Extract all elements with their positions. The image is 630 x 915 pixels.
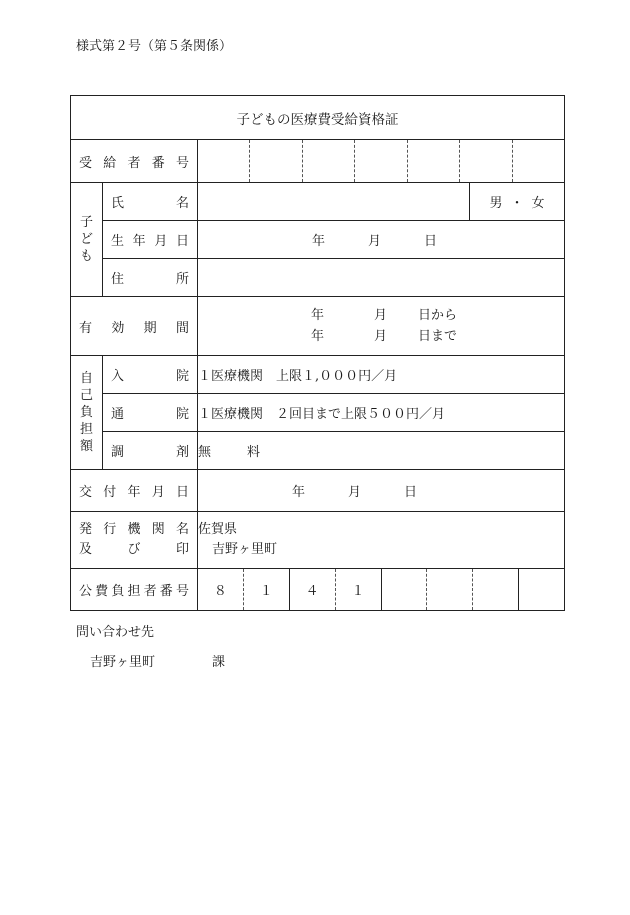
payer-digit: １ <box>243 569 289 610</box>
payer-digit: ８ <box>213 584 227 599</box>
payer-digit <box>518 569 564 610</box>
eligibility-certificate-table <box>70 95 565 611</box>
validity-to: 年 月 日まで <box>311 329 457 344</box>
contact-department: 課 <box>212 655 226 670</box>
recipient-digit <box>512 140 564 182</box>
issuer-label: 発 行 機 関 名 及 び 印 <box>71 512 198 569</box>
sex-female: 女 <box>531 196 545 211</box>
copayment-group-label: 自 己 負 担 額 <box>71 356 103 470</box>
recipient-digit <box>459 140 511 182</box>
payer-digit <box>381 569 427 610</box>
validity-period <box>198 297 565 356</box>
birthdate-label: 生 年 月 日 <box>103 221 198 259</box>
form-number: 様式第２号（第５条関係） <box>76 39 233 54</box>
contact-town: 吉野ヶ里町 <box>90 655 156 670</box>
payer-digit: １ <box>335 569 381 610</box>
recipient-digit <box>407 140 459 182</box>
birthdate-value: 年 月 日 <box>198 221 565 259</box>
name-label: 氏 名 <box>103 183 198 221</box>
child-group-label: 子 ど も <box>71 183 103 297</box>
contact-label: 問い合わせ先 <box>76 625 155 640</box>
sex-separator: ・ <box>510 196 524 211</box>
address-value <box>198 259 565 297</box>
inpatient-value: １医療機関 上限１,０００円／月 <box>198 356 565 394</box>
issue-date-value: 年 月 日 <box>198 470 565 512</box>
recipient-digit <box>302 140 354 182</box>
recipient-digit <box>198 140 249 182</box>
certificate-title: 子どもの医療費受給資格証 <box>71 96 565 140</box>
recipient-digit <box>249 140 301 182</box>
validity-label: 有 効 期 間 <box>71 297 198 356</box>
issuer-town: 吉野ヶ里町 <box>212 542 278 557</box>
issue-date-label: 交 付 年 月 日 <box>71 470 198 512</box>
payer-digit <box>472 569 518 610</box>
recipient-number-label: 受 給 者 番 号 <box>71 140 198 183</box>
recipient-number-boxes <box>198 140 565 183</box>
outpatient-value: １医療機関 ２回目まで上限５００円／月 <box>198 394 565 432</box>
dispensing-label: 調 剤 <box>103 432 198 470</box>
name-value <box>198 183 470 221</box>
payer-digit: ４ <box>289 569 335 610</box>
recipient-digit <box>354 140 406 182</box>
validity-from: 年 月 日から <box>311 308 457 323</box>
address-label: 住 所 <box>103 259 198 297</box>
inpatient-label: 入 院 <box>103 356 198 394</box>
payer-number-boxes <box>198 569 565 611</box>
payer-digit <box>426 569 472 610</box>
issuer-prefecture: 佐賀県 <box>198 522 238 537</box>
sex-field <box>470 183 565 221</box>
outpatient-label: 通 院 <box>103 394 198 432</box>
payer-number-label: 公 費 負 担 者 番 号 <box>71 569 198 611</box>
dispensing-value: 無 料 <box>198 432 565 470</box>
issuer-value <box>198 512 565 569</box>
sex-male: 男 <box>489 196 503 211</box>
